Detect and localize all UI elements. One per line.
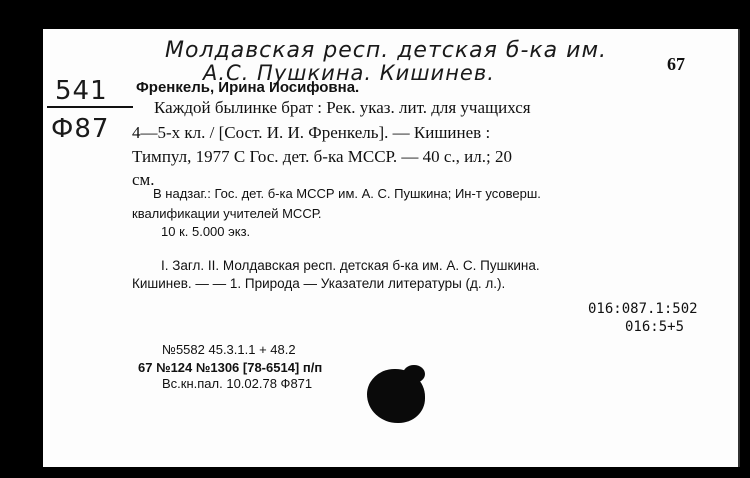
footer-line1: №5582 45.3.1.1 + 48.2 — [162, 342, 296, 357]
footer-line2: 67 №124 №1306 [78-6514] п/п — [138, 360, 323, 375]
shelf-underline — [47, 106, 133, 108]
entry-tracing-line2: Кишинев. — — 1. Природа — Указатели литературы (д. л.). — [132, 276, 506, 291]
handwritten-library-line2: А.С. Пушкина. Кишинев. — [203, 61, 495, 85]
entry-title-line2: 4—5-х кл. / [Сост. И. И. Френкель]. — Кишинев : — [132, 123, 491, 142]
entry-tracing-line1: I. Загл. II. Молдавская респ. детская б-ка им. А. С. Пушкина. — [161, 258, 540, 273]
footer-line3: Вс.кн.пал. 10.02.78 Ф871 — [162, 376, 313, 391]
ink-blot-small — [403, 365, 425, 383]
entry-title-line4: см. — [132, 170, 155, 189]
catalog-card — [43, 29, 740, 467]
udc-index-1: 016:087.1:502 — [588, 301, 698, 317]
entry-note-line2: квалификации учителей МССР. — [132, 206, 322, 221]
handwritten-library-line1: Молдавская респ. детская б-ка им. — [165, 38, 608, 63]
udc-index-2: 016:5+5 — [625, 319, 685, 335]
card-number: 67 — [667, 54, 685, 74]
entry-price: 10 к. 5.000 экз. — [161, 224, 251, 239]
entry-title-line3: Тимпул, 1977 С Гос. дет. б-ка МССР. — 40 с., ил.; 20 — [132, 147, 512, 166]
handwritten-shelf-number: 541 — [55, 76, 108, 106]
handwritten-author-mark: Ф87 — [51, 114, 110, 144]
entry-author: Френкель, Ирина Иосифовна. — [136, 79, 360, 96]
entry-note-line1: В надзаг.: Гос. дет. б-ка МССР им. А. С. Пушкина; Ин-т усоверш. — [153, 186, 541, 201]
entry-title-line1: Каждой былинке брат : Рек. указ. лит. для учащихся — [154, 98, 531, 117]
